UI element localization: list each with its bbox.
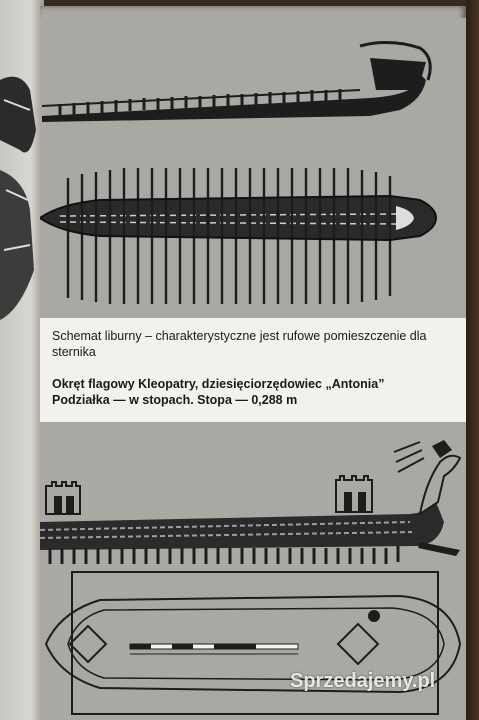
left-page-edge xyxy=(0,0,44,720)
liburna-drawing xyxy=(40,18,466,318)
scale-caption: Podziałka — w stopach. Stopa — 0,288 m xyxy=(52,393,298,407)
liburna-caption: Schemat liburny – charakterystyczne jest rufowe pomieszczenie dla sternika xyxy=(52,329,427,359)
book-page xyxy=(40,6,466,720)
watermark: Sprzedajemy.pl xyxy=(290,670,436,692)
flagship-caption: Okręt flagowy Kleopatry, dziesięciorzędowiec „Antonia” xyxy=(52,377,385,391)
table-edge xyxy=(466,0,479,720)
caption-band xyxy=(40,318,466,422)
left-page-illustration xyxy=(0,70,40,330)
